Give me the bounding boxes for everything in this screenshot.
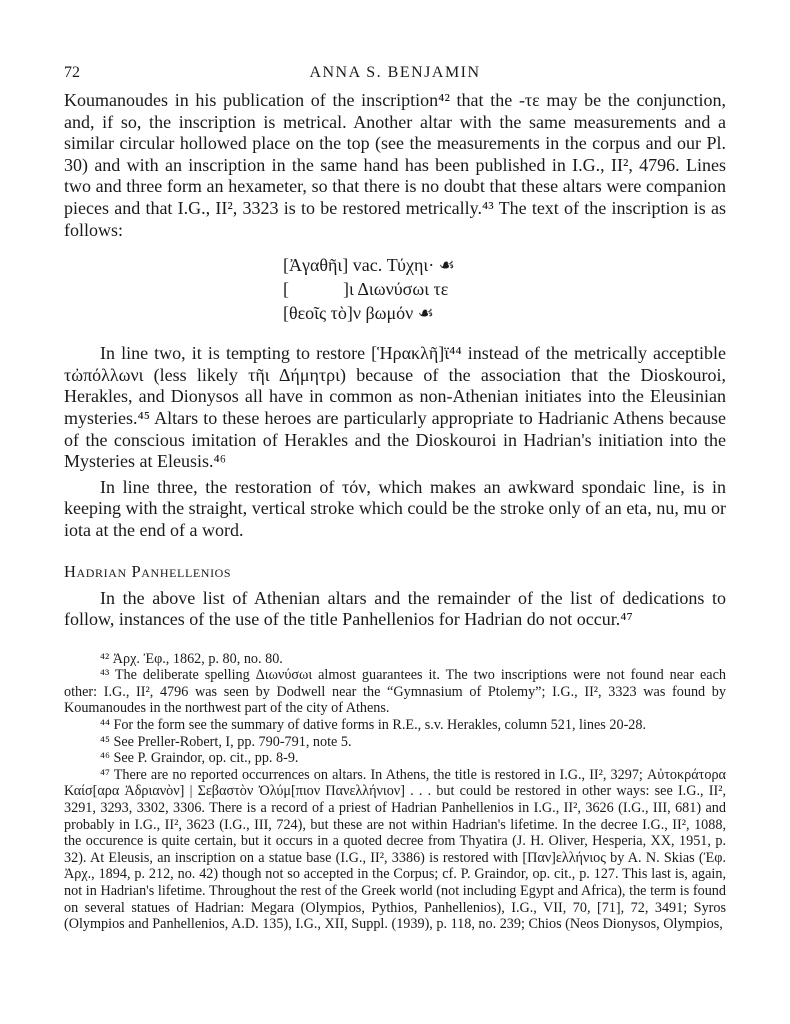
- footnote-47: ⁴⁷ There are no reported occurrences on altars. In Athens, the title is restored in I.G., II², 3297; Αὐτοκράτορα Καίσ[αρα Ἀδριανὸν] | Σεβαστὸν Ὀλύμ[πιον Πανελλήνιον] . . . but could be restored in other ways: see I.G., II², 3291, 3293, 3302, 3306. There is a record of a priest of Hadrian Panhellenios in I.G., II², 3626 (I.G., III, 681) and probably in I.G., II², 3623 (I.G., III, 724), but these are not within Hadrian's lifetime. In the decree I.G., II², 1088, the occurence is quite certain, but it occurs in a quoted decree from Thyatira (J. H. Oliver, Hesperia, XX, 1951, p. 32). At Eleusis, an inscription on a statue base (I.G., II², 3386) is restored with [Παν]ελλήνιος by A. N. Skias (Ἐφ. Ἀρχ., 1894, p. 212, no. 42) though not so accepted in the Corpus; cf. P. Graindor, op. cit., p. 127. This last is, again, not in Hadrian's lifetime. Throughout the rest of the Greek world (not including Egypt and Africa), the term is found on several statues of Hadrian: Megara (Olympios, Pythios, Panhellenios), I.G., VII, 70, [71], 72, 3491; Syros (Olympios and Panhellenios, A.D. 135), I.G., XII, Suppl. (1939), p. 118, no. 239; Chios (Neos Dionysos, Olympios,: [64, 766, 726, 933]
- paragraph-3: In line three, the restoration of τόν, which makes an awkward spondaic line, is in keeping with the straight, vertical stroke which could be the stroke only of an eta, nu, mu or iota at the end of a word.: [64, 476, 726, 540]
- paragraph-2: In line two, it is tempting to restore [Ἡρακλῆ]ϊ⁴⁴ instead of the metrically acceptible τὠπόλλωνι (less likely τῆι Δήμητρι) because of the association that the Dioskouroi, Herakles, and Dionysos all have in common as non-Athenian initiates into the Eleusinian mysteries.⁴⁵ Altars to these heroes are particularly appropriate to Hadrianic Athens because of the conscious imitation of Herakles and the Dioskouroi in Hadrian's initiation into the Mysteries at Eleusis.⁴⁶: [64, 343, 726, 472]
- footnote-44: ⁴⁴ For the form see the summary of dative forms in R.E., s.v. Herakles, column 521, lines 20-28.: [100, 717, 647, 734]
- footnote-43: ⁴³ The deliberate spelling Διωνύσωι almost guarantees it. The two inscriptions were not found near each other: I.G., II², 4796 was seen by Dodwell near the “Gymnasium of Ptolemy”; I.G., II², 3323 was found by Koumanoudes in the northwest part of the city of Athens.: [64, 667, 726, 717]
- paragraph-4: In the above list of Athenian altars and the remainder of the list of dedications to follow, instances of the use of the title Panhellenios for Hadrian do not occur.⁴⁷: [64, 587, 726, 630]
- section-heading: Hadrian Panhellenios: [64, 561, 232, 581]
- footnote-42: ⁴² Ἀρχ. Ἐφ., 1862, p. 80, no. 80.: [100, 650, 283, 667]
- footnotes: [64, 651, 726, 933]
- page-number: 72: [64, 64, 80, 81]
- inscription-line-1: [Ἀγαθῆι] vac. Τύχηι· ☙: [283, 255, 455, 276]
- page: [64, 60, 726, 933]
- footnote-45: ⁴⁵ See Preller-Robert, I, pp. 790-791, note 5.: [100, 733, 352, 750]
- page-header: [64, 60, 726, 90]
- running-head: ANNA S. BENJAMIN: [309, 64, 481, 81]
- main-text: [64, 90, 726, 631]
- inscription-line-3: [θεοῖς τὸ]ν βωμόν ☙: [283, 303, 434, 324]
- inscription-text: [283, 253, 726, 325]
- paragraph-1: Koumanoudes in his publication of the inscription⁴² that the -τε may be the conjunction, and, if so, the inscription is metrical. Another altar with the same measurements and a similar circular hollowed place on the top (see the measurements in the corpus and our Pl. 30) and with an inscription in the same hand has been published in I.G., II², 4796. Lines two and three form an hexameter, so that there is no doubt that these altars were companion pieces and that I.G., II², 3323 is to be restored metrically.⁴³ The text of the inscription is as follows:: [64, 90, 726, 240]
- footnote-46: ⁴⁶ See P. Graindor, op. cit., pp. 8-9.: [100, 750, 299, 767]
- inscription-line-2: [ ]ι Διωνύσωι τε: [283, 279, 449, 300]
